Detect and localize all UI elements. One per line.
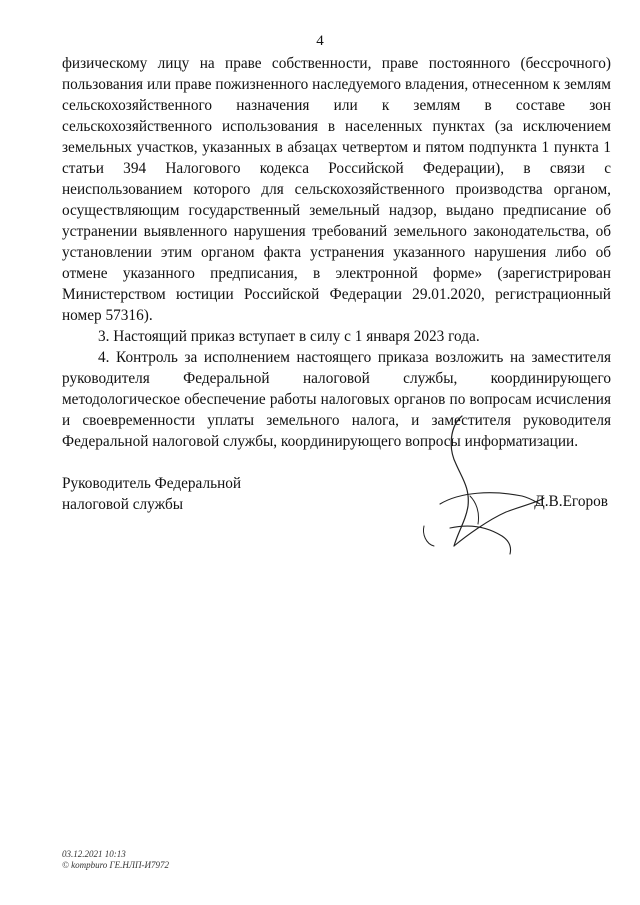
paragraph-continuation: физическому лицу на праве собственности, праве постоянного (бессрочного) пользования или праве пожизненного наследуемого владения, отнесенном к землям сельскохозяйственного назначения или к землям в составе зон сельскохозяйственного использования в населенных пунктах (за исключением земельных участков, указанных в абзацах четвертом и пятом подпункта 1 пункта 1 статьи 394 Налогового кодекса Российской Федерации), в связи с неиспользованием которого для сельскохозяйственного производства органом, осуществляющим государственный земельный надзор, выдано предписание об устранении выявленного нарушения требований земельного законодательства, об установлении этим органом факта устранения указанного нарушения либо об отмене указанного предписания, в электронной форме» (зарегистрирован Министерством юстиции Российской Федерации 29.01.2020, регистрационный номер 57316).: [62, 55, 611, 324]
document-body: [62, 53, 611, 452]
paragraph-clause-4: 4. Контроль за исполнением настоящего приказа возложить на заместителя руководителя Федеральной налоговой службы, координирующего методологическое обеспечение работы налоговых органов по вопросам исчисления и своевременности уплаты земельного налога, и заместителя руководителя Федеральной налоговой службы, координирующего вопросы информатизации.: [62, 349, 611, 450]
document-footer: [62, 849, 169, 871]
footer-file-reference: © kompburo ГЕ.НЛП-И7972: [62, 860, 169, 870]
footer-timestamp: 03.12.2021 10:13: [62, 849, 126, 859]
page-number: 4: [316, 33, 324, 49]
paragraph-clause-3: 3. Настоящий приказ вступает в силу с 1 января 2023 года.: [98, 328, 480, 345]
signatory-title-line-2: налоговой службы: [62, 496, 184, 513]
signatory-name: Д.В.Егоров: [534, 493, 608, 510]
signatory-title-line-1: Руководитель Федеральной: [62, 475, 242, 492]
signatory-title: [62, 473, 241, 515]
handwritten-signature: [410, 408, 550, 568]
